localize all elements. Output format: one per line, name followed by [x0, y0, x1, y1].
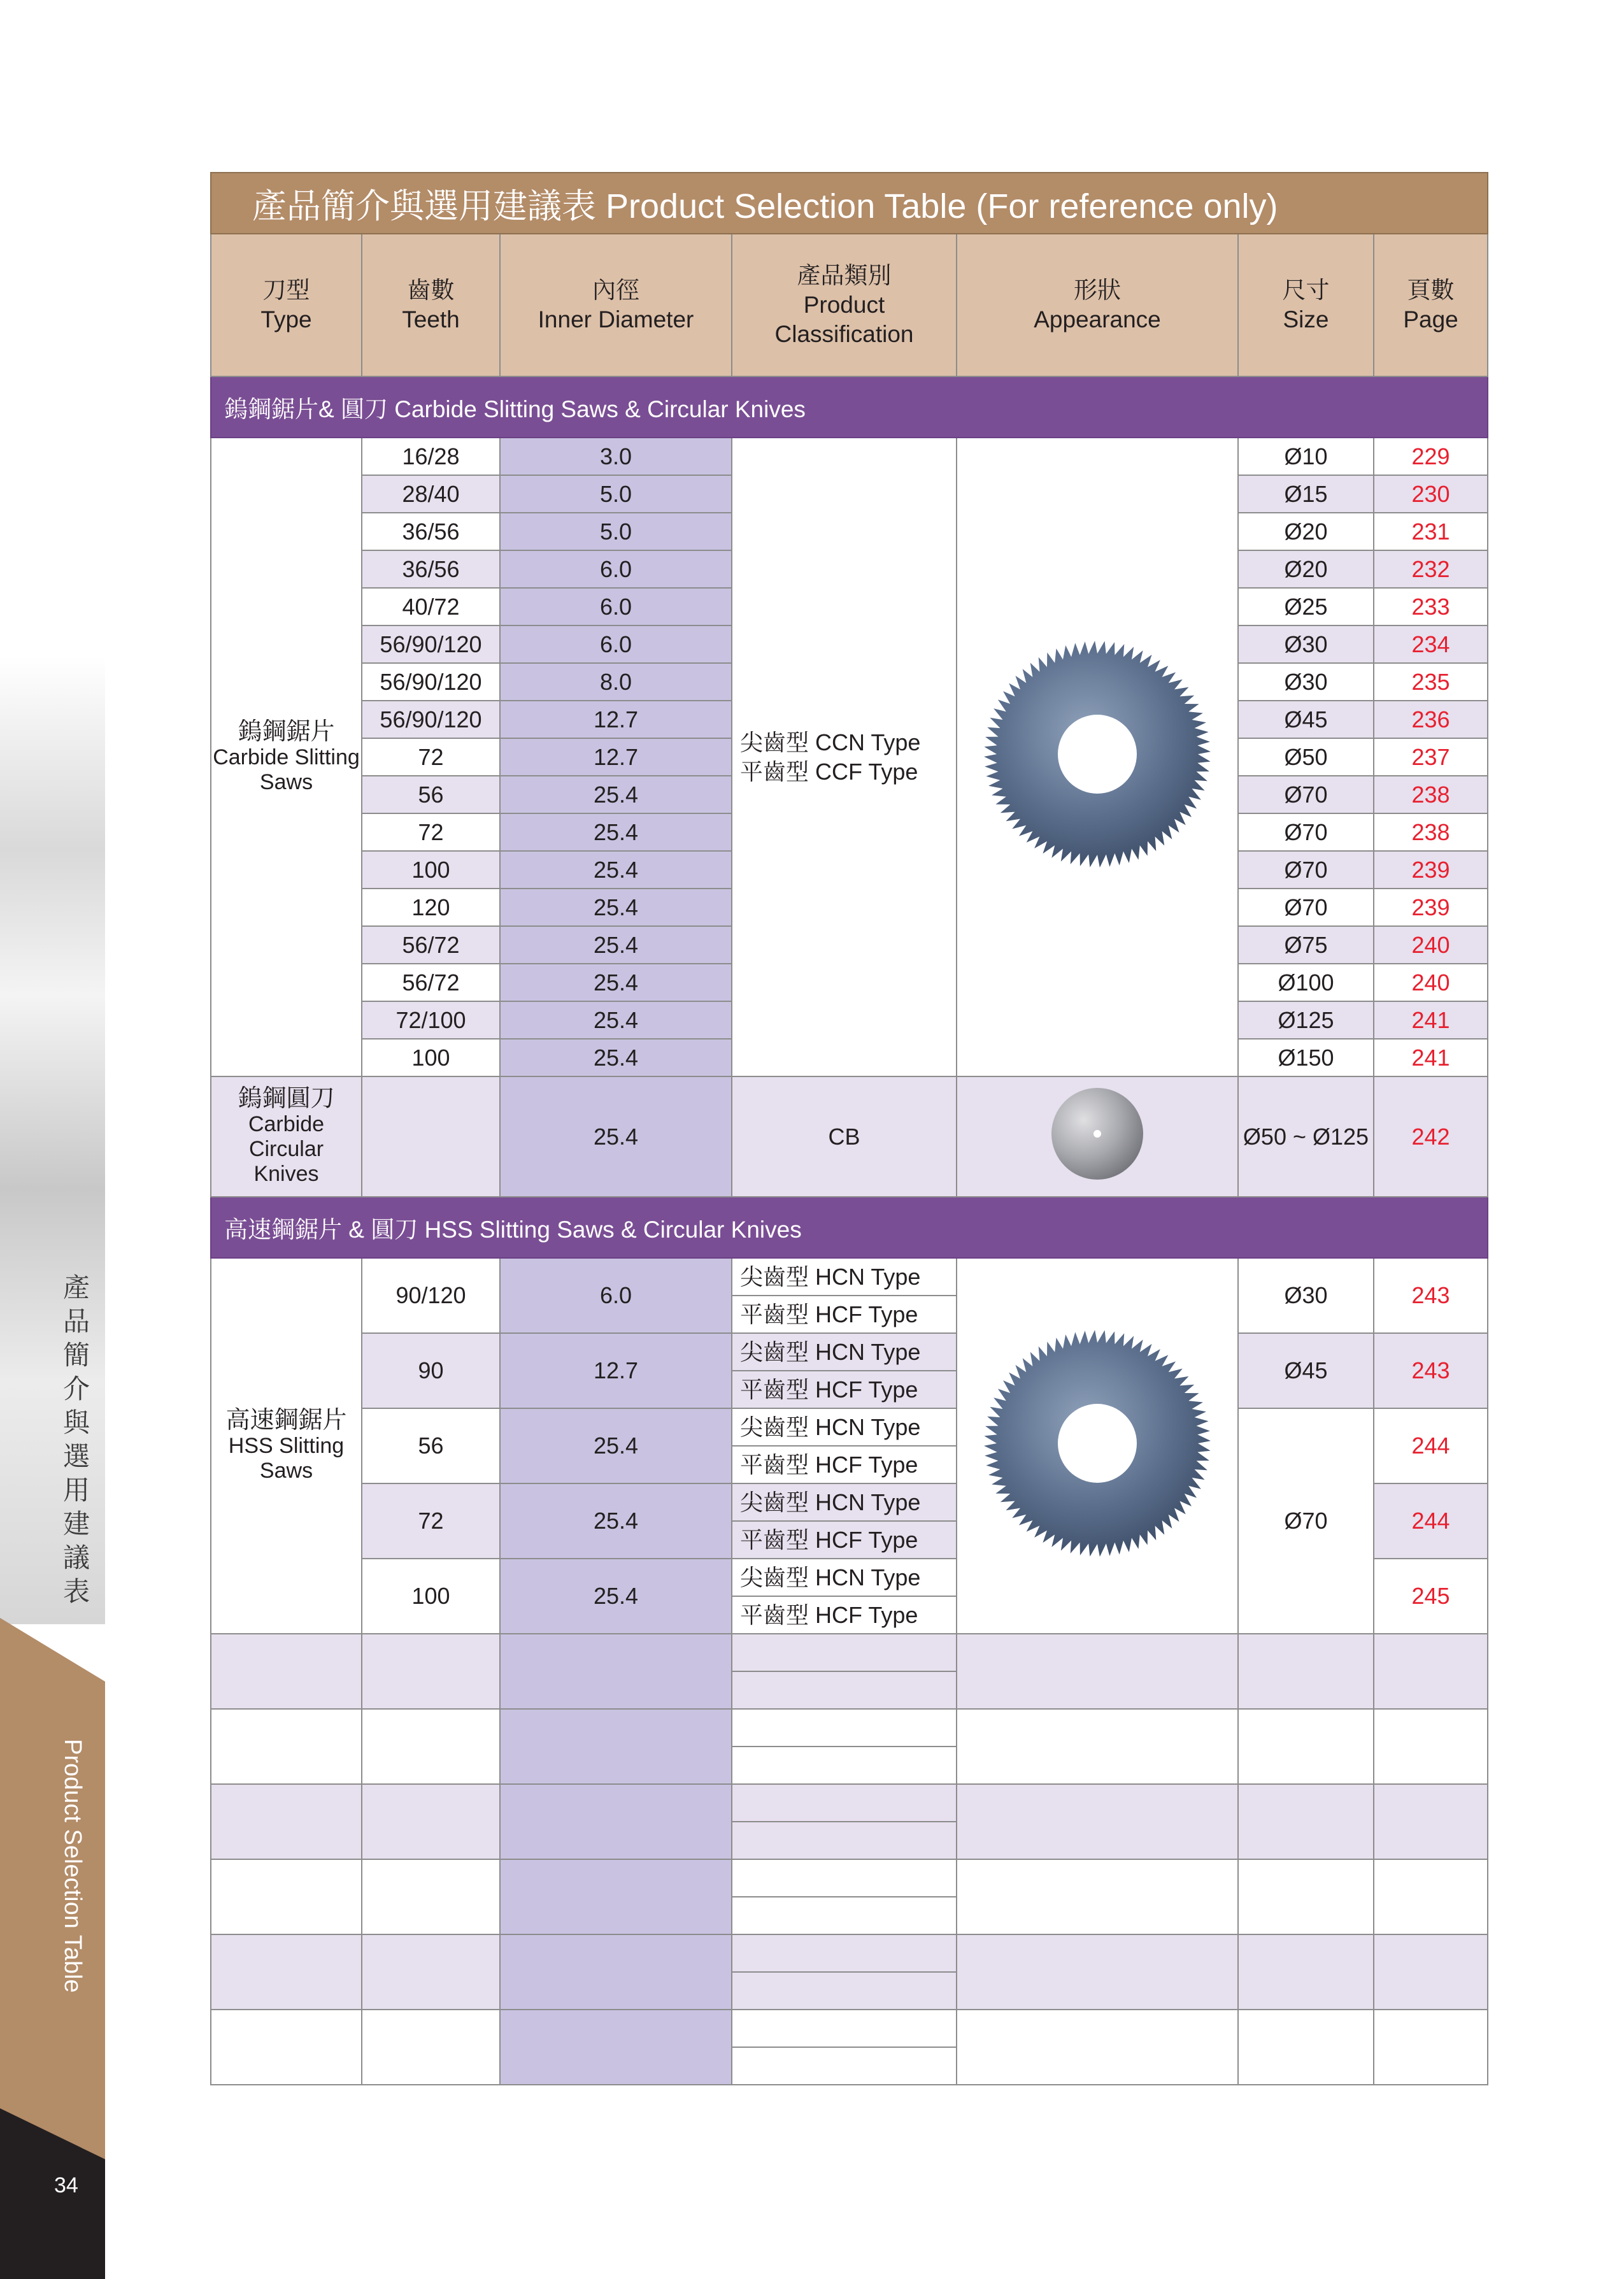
- type-carbide-knives: 鎢鋼圓刀 Carbide Circular Knives: [211, 1076, 362, 1197]
- table-row: 56/90/120 12.7 Ø45 236: [211, 701, 1488, 738]
- table-header-row: [211, 234, 1488, 376]
- table-row: 平齒型 HCF Type: [211, 1446, 1488, 1483]
- slitting-saw-icon: [983, 639, 1212, 869]
- table-row: 56 25.4 Ø70 238: [211, 776, 1488, 813]
- table-row: 40/72 6.0 Ø25 233: [211, 588, 1488, 625]
- header-size: 尺寸 Size: [1238, 234, 1374, 376]
- table-row: 高速鋼鋸片 HSS Slitting Saws 90/120 6.0 尖齒型 HCN Type Ø30 243: [211, 1258, 1488, 1296]
- table-row: 56 25.4 尖齒型 HCN Type Ø70 244: [211, 1408, 1488, 1446]
- empty-row: [211, 1784, 1488, 1822]
- section-title-carbide: 鎢鋼鋸片& 圓刀 Carbide Slitting Saws & Circular Knives: [211, 376, 1488, 438]
- classification-carbide-saws: 尖齒型 CCN Type 平齒型 CCF Type: [732, 438, 957, 1076]
- table-row: 36/56 6.0 Ø20 232: [211, 550, 1488, 588]
- table-row: 100 25.4 Ø150 241: [211, 1039, 1488, 1076]
- table-row: 56/90/120 8.0 Ø30 235: [211, 663, 1488, 701]
- appearance-hss-saw-image: [957, 1258, 1238, 1634]
- table-row: 56/90/120 6.0 Ø30 234: [211, 625, 1488, 663]
- table-row: 72 25.4 Ø70 238: [211, 813, 1488, 851]
- table-row: 平齒型 HCF Type: [211, 1596, 1488, 1634]
- empty-row: [211, 1709, 1488, 1747]
- table-row: 120 25.4 Ø70 239: [211, 889, 1488, 926]
- appearance-knife-image: [957, 1076, 1238, 1197]
- table-row: 72/100 25.4 Ø125 241: [211, 1001, 1488, 1039]
- table-row: 72 12.7 Ø50 237: [211, 738, 1488, 776]
- empty-row: [211, 1634, 1488, 1671]
- table-row: 72 25.4 尖齒型 HCN Type 244: [211, 1483, 1488, 1521]
- table-row: 平齒型 HCF Type: [211, 1296, 1488, 1333]
- empty-row: [211, 1934, 1488, 1972]
- table-row: 100 25.4 Ø70 239: [211, 851, 1488, 889]
- table-row: 100 25.4 尖齒型 HCN Type 245: [211, 1559, 1488, 1596]
- table-row: 平齒型 HCF Type: [211, 1521, 1488, 1559]
- hss-slitting-saw-icon: [983, 1329, 1212, 1558]
- type-hss-saws: 高速鋼鋸片 HSS Slitting Saws: [211, 1258, 362, 1634]
- page-number: 34: [54, 2173, 78, 2197]
- header-classification: 產品類別 Product Classification: [732, 234, 957, 376]
- header-teeth: 齒數 Teeth: [362, 234, 500, 376]
- table-row: 28/40 5.0 Ø15 230: [211, 475, 1488, 513]
- side-title-zh: 產品簡介與選用建議表: [62, 1273, 90, 1606]
- empty-row: [211, 1859, 1488, 1897]
- product-selection-table: [210, 172, 1488, 2085]
- table-row-knives: 鎢鋼圓刀 Carbide Circular Knives 25.4 CB Ø50 ~ Ø125 242: [211, 1076, 1488, 1197]
- table-title: 產品簡介與選用建議表 Product Selection Table (For reference only): [211, 173, 1488, 234]
- table-row: 鎢鋼鋸片 Carbide Slitting Saws 16/28 3.0 尖齒型 CCN Type 平齒型 CCF Type Ø10 229: [211, 438, 1488, 475]
- header-page: 頁數 Page: [1374, 234, 1488, 376]
- section-title-hss: 高速鋼鋸片 & 圓刀 HSS Slitting Saws & Circular Knives: [211, 1197, 1488, 1258]
- empty-row: [211, 2010, 1488, 2047]
- type-carbide-saws: 鎢鋼鋸片 Carbide Slitting Saws: [211, 438, 362, 1076]
- table-row: 平齒型 HCF Type: [211, 1371, 1488, 1408]
- header-type: 刀型 Type: [211, 234, 362, 376]
- circular-knife-icon: [1050, 1086, 1145, 1182]
- table-row: 90 12.7 尖齒型 HCN Type Ø45 243: [211, 1333, 1488, 1371]
- table-row: 36/56 5.0 Ø20 231: [211, 513, 1488, 550]
- table-row: 56/72 25.4 Ø100 240: [211, 964, 1488, 1001]
- side-title-en: Product Selection Table: [59, 1739, 86, 1993]
- appearance-saw-image: [957, 438, 1238, 1076]
- table-row: 56/72 25.4 Ø75 240: [211, 926, 1488, 964]
- header-inner-diameter: 內徑 Inner Diameter: [500, 234, 732, 376]
- header-appearance: 形狀 Appearance: [957, 234, 1238, 376]
